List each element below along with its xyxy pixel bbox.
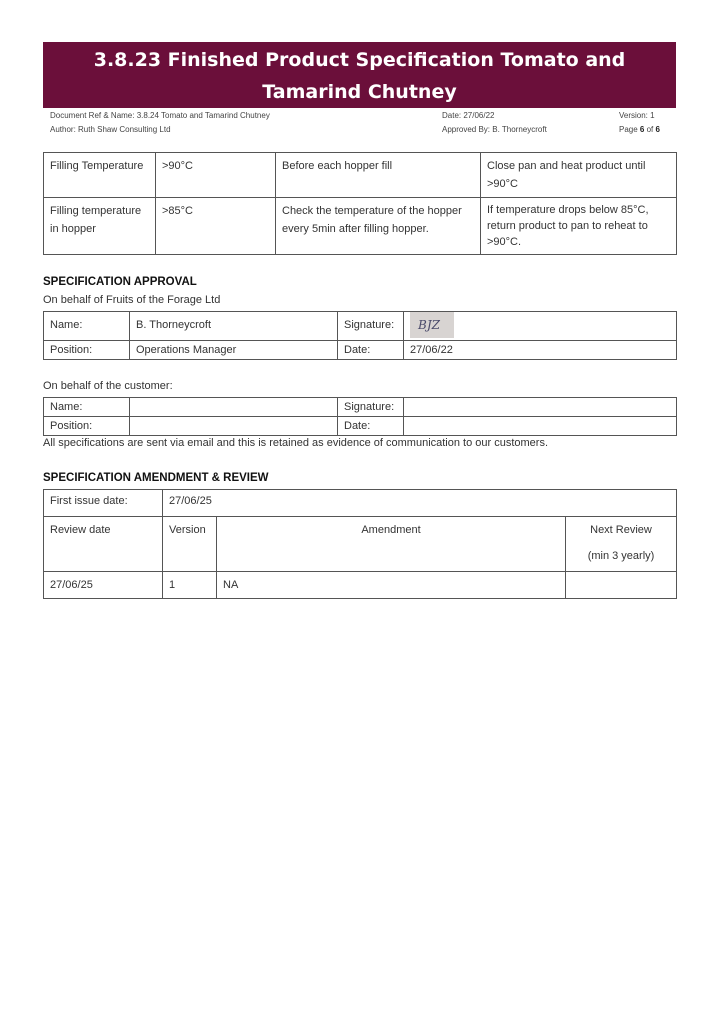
col-next-review <box>566 517 677 572</box>
col-next-review-label: Next Review <box>590 524 652 536</box>
first-issue-value: 27/06/25 <box>163 490 677 517</box>
signature-image: BJZ <box>410 312 454 338</box>
customer-signature-value[interactable] <box>404 398 677 417</box>
position-label: Position: <box>44 341 130 360</box>
limit-cell: >90°C <box>156 153 276 198</box>
customer-name-label: Name: <box>44 398 130 417</box>
date-value: 27/06/22 <box>404 341 677 360</box>
approval-table <box>43 311 677 360</box>
row-version: 1 <box>163 572 217 599</box>
customer-date-label: Date: <box>338 417 404 436</box>
doc-ref: Document Ref & Name: 3.8.24 Tomato and Tamarind Chutney <box>50 111 270 120</box>
approved-by: Approved By: B. Thorneycroft <box>442 125 547 134</box>
action-cell: Close pan and heat product until >90°C <box>481 153 677 198</box>
first-issue-label: First issue date: <box>44 490 163 517</box>
document-title-banner <box>43 42 676 108</box>
doc-version: Version: 1 <box>619 111 655 120</box>
approval-title: SPECIFICATION APPROVAL <box>43 276 197 288</box>
table-row <box>44 153 677 198</box>
param-cell: Filling temperature in hopper <box>44 198 156 255</box>
customer-name-value[interactable] <box>130 398 338 417</box>
position-value: Operations Manager <box>130 341 338 360</box>
customer-signature-label: Signature: <box>338 398 404 417</box>
table-row <box>44 198 677 255</box>
table-row <box>44 417 677 436</box>
table-row <box>44 490 677 517</box>
row-amendment: NA <box>217 572 566 599</box>
amendment-title: SPECIFICATION AMENDMENT & REVIEW <box>43 472 269 484</box>
col-version: Version <box>163 517 217 572</box>
table-row <box>44 341 677 360</box>
customer-position-label: Position: <box>44 417 130 436</box>
limit-cell: >85°C <box>156 198 276 255</box>
customer-position-value[interactable] <box>130 417 338 436</box>
communication-note: All specifications are sent via email and this is retained as evidence of communication to our customers. <box>43 437 549 449</box>
table-row <box>44 398 677 417</box>
amendment-table <box>43 489 677 599</box>
doc-author: Author: Ruth Shaw Consulting Ltd <box>50 125 171 134</box>
name-label: Name: <box>44 312 130 341</box>
table-row <box>44 517 677 572</box>
col-review-date: Review date <box>44 517 163 572</box>
filling-table <box>43 152 677 255</box>
signature-cell <box>404 312 677 341</box>
col-next-review-sub: (min 3 yearly) <box>587 550 655 562</box>
name-value: B. Thorneycroft <box>130 312 338 341</box>
behalf-customer: On behalf of the customer: <box>43 380 173 392</box>
table-row <box>44 312 677 341</box>
frequency-cell: Before each hopper fill <box>276 153 481 198</box>
row-next-review <box>566 572 677 599</box>
action-cell: If temperature drops below 85°C, return product to pan to reheat to >90°C. <box>481 198 677 255</box>
date-label: Date: <box>338 341 404 360</box>
doc-date: Date: 27/06/22 <box>442 111 495 120</box>
customer-table <box>43 397 677 436</box>
row-review-date: 27/06/25 <box>44 572 163 599</box>
signature-label: Signature: <box>338 312 404 341</box>
frequency-cell: Check the temperature of the hopper every 5min after filling hopper. <box>276 198 481 255</box>
document-title: 3.8.23 Finished Product Specification Tomato and Tamarind Chutney <box>93 49 626 103</box>
param-cell: Filling Temperature <box>44 153 156 198</box>
table-row <box>44 572 677 599</box>
behalf-company: On behalf of Fruits of the Forage Ltd <box>43 294 221 306</box>
page-number: Page 6 of 6 <box>619 125 660 134</box>
col-amendment: Amendment <box>217 517 566 572</box>
customer-date-value[interactable] <box>404 417 677 436</box>
